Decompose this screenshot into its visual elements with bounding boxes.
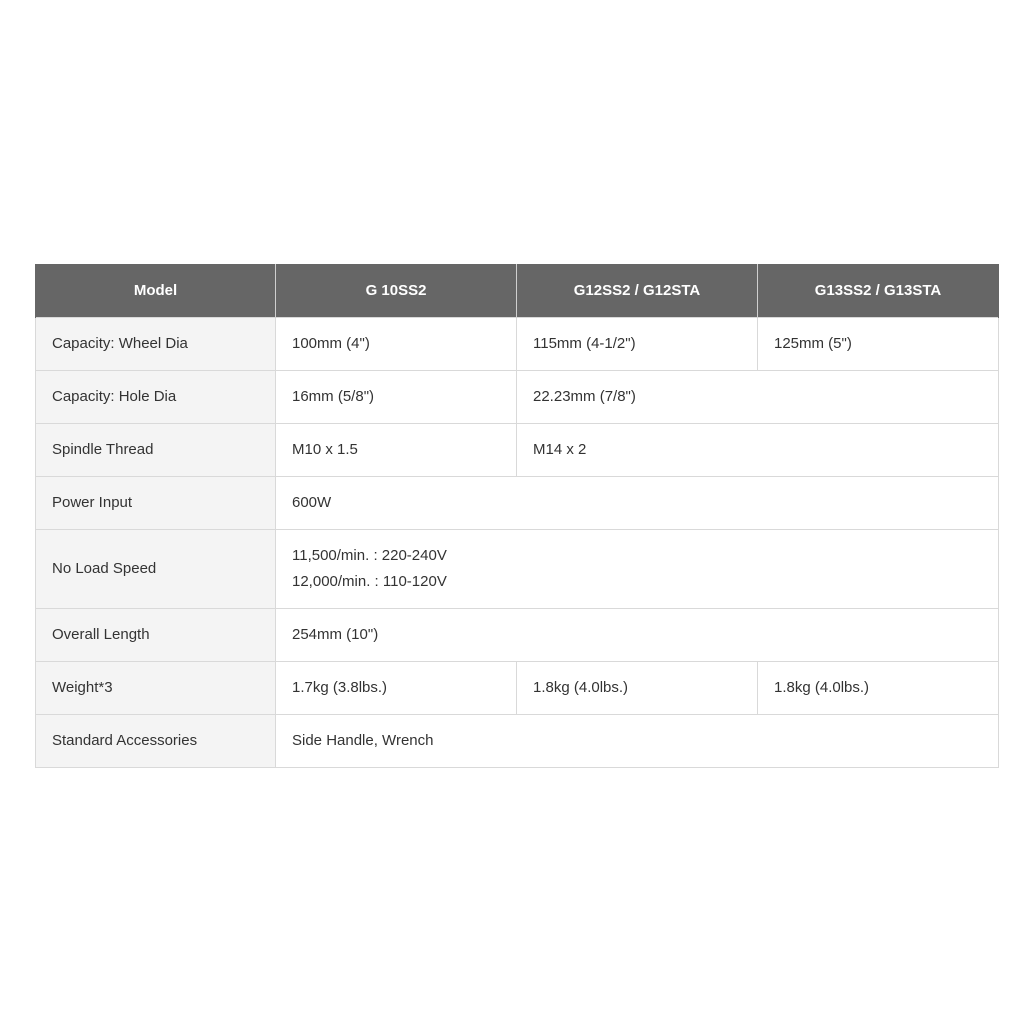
header-g13ss2-g13sta: G13SS2 / G13STA xyxy=(758,264,999,318)
table-cell: 115mm (4-1/2") xyxy=(517,318,758,371)
row-label: Capacity: Wheel Dia xyxy=(36,318,276,371)
table-cell: 125mm (5") xyxy=(758,318,999,371)
row-label: No Load Speed xyxy=(36,530,276,609)
row-label: Spindle Thread xyxy=(36,424,276,477)
table-row-wheel-dia xyxy=(36,318,999,371)
table-row-no-load-speed xyxy=(36,530,999,609)
speed-line: 11,500/min. : 220-240V xyxy=(292,547,447,564)
table-row-spindle-thread xyxy=(36,424,999,477)
table-row-accessories xyxy=(36,715,999,768)
row-label: Weight*3 xyxy=(36,662,276,715)
table-cell: M14 x 2 xyxy=(517,424,999,477)
table-cell: 1.7kg (3.8lbs.) xyxy=(276,662,517,715)
table-cell: 1.8kg (4.0lbs.) xyxy=(758,662,999,715)
table-cell: 1.8kg (4.0lbs.) xyxy=(517,662,758,715)
row-label: Capacity: Hole Dia xyxy=(36,371,276,424)
header-row xyxy=(36,264,999,318)
table-row-power-input xyxy=(36,477,999,530)
table-row-overall-length xyxy=(36,609,999,662)
speed-line: 12,000/min. : 110-120V xyxy=(292,573,447,590)
table-row-hole-dia xyxy=(36,371,999,424)
row-label: Standard Accessories xyxy=(36,715,276,768)
table-cell xyxy=(276,530,999,609)
table-cell: Side Handle, Wrench xyxy=(276,715,999,768)
table-cell: 600W xyxy=(276,477,999,530)
table-cell: 100mm (4") xyxy=(276,318,517,371)
spec-table xyxy=(35,264,999,768)
table-cell: M10 x 1.5 xyxy=(276,424,517,477)
table-row-weight xyxy=(36,662,999,715)
row-label: Power Input xyxy=(36,477,276,530)
table-cell: 22.23mm (7/8") xyxy=(517,371,999,424)
table-cell: 254mm (10") xyxy=(276,609,999,662)
header-g10ss2: G 10SS2 xyxy=(276,264,517,318)
header-model: Model xyxy=(36,264,276,318)
table-cell: 16mm (5/8") xyxy=(276,371,517,424)
header-g12ss2-g12sta: G12SS2 / G12STA xyxy=(517,264,758,318)
row-label: Overall Length xyxy=(36,609,276,662)
